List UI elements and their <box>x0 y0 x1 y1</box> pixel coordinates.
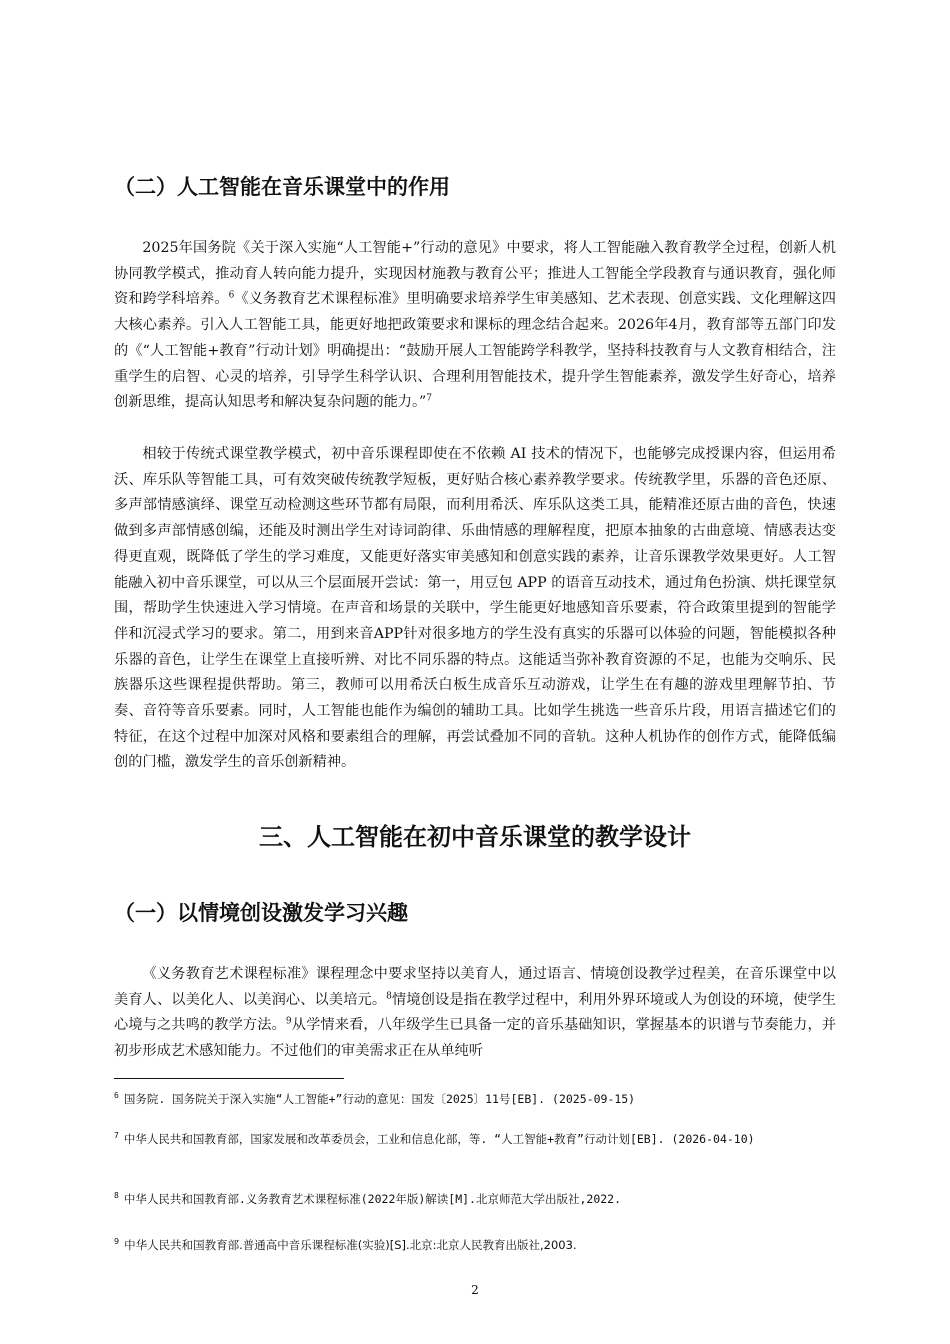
paragraph-text: 从学情来看，八年级学生已具备一定的音乐基础知识，掌握基本的识谱与节奏能力，并初步形成艺术感知能力。不过他们的审美需求正在从单纯听 <box>114 1017 836 1060</box>
footnote-text: 中华人民共和国教育部.义务教育艺术课程标准(2022年版)解读[M].北京师范大学出版社,2022. <box>123 1192 622 1206</box>
paragraph-ai-tools: 相较于传统式课堂教学模式，初中音乐课程即使在不依赖 AI 技术的情况下，也能够完成授课内容，但运用希沃、库乐队等智能工具，可有效突破传统教学短板，更好贴合核心素养教学要求。传统教学里，乐器的音色还原、多声部情感演绎、课堂互动检测这些环节都有局限，而利用希沃、库乐队这类工具，能精准还原古曲的音色，快速做到多声部情感创编，还能及时测出学生对诗词韵律、乐曲情感的理解程度，把原本抽象的古曲意境、情感表达变得更直观，既降低了学生的学习难度，又能更好落实审美感知和创意实践的素养，让音乐课教学效果更好。人工智能融入初中音乐课堂，可以从三个层面展开尝试：第一，用豆包 APP 的语音互动技术，通过角色扮演、烘托课堂氛围，帮助学生快速进入学习情境。在声音和场景的关联中，学生能更好地感知音乐要素，符合政策里提到的智能学伴和沉浸式学习的要求。第二，用到来音APP针对很多地方的学生没有真实的乐器可以体验的问题，智能模拟各种乐器的音色，让学生在课堂上直接听辨、对比不同乐器的特点。这能适当弥补教育资源的不足，也能为交响乐、民族器乐这些课程提供帮助。第三，教师可以用希沃白板生成音乐互动游戏，让学生在有趣的游戏里理解节拍、节奏、音符等音乐要素。同时，人工智能也能作为编创的辅助工具。比如学生挑选一些音乐片段，用语言描述它们的特征，在这个过程中加深对风格和要素组合的理解，再尝试叠加不同的音轨。这种人机协作的创作方式，能降低编创的门槛，激发学生的音乐创新精神。 <box>114 446 836 771</box>
footnote-separator <box>114 1078 344 1079</box>
footnote-ref-9[interactable]: 9 <box>285 1016 292 1027</box>
paragraph-text: 《义务教育艺术课程标准》里明确要求培养学生审美感知、艺术表现、创意实践、文化理解这四大核心素养。引入人工智能工具，能更好地把政策要求和课标的理念结合起来。2026年4月，教育部等五部门印发的《“人工智能+教育”行动计划》明确提出：“鼓励开展人工智能跨学科教学，坚持科技教育与人文教育相结合，注重学生的启智、心灵的培养，引导学生科学认识、合理利用智能技术，提升学生智能素养，激发学生好奇心，培养创新思维，提高认知思考和解决复杂问题的能力。” <box>114 291 836 411</box>
footnote-number: 8 <box>114 1191 119 1201</box>
chapter-heading-3: 三、人工智能在初中音乐课堂的教学设计 <box>259 823 691 851</box>
paragraph-text: 《义务教育艺术课程标准》课程理念中要求坚持以美育人，通过语言、情境创设教学过程美，在音乐课堂中以美育人、以美化人、以美润心、以美培元。 <box>114 966 836 1008</box>
footnote-9 <box>114 1236 836 1254</box>
footnote-6 <box>114 1090 836 1108</box>
footnote-ref-7[interactable]: 7 <box>426 393 433 404</box>
footnote-7 <box>114 1130 836 1148</box>
footnote-ref-6[interactable]: 6 <box>228 290 235 301</box>
footnote-text: 中华人民共和国教育部.普通高中音乐课程标准(实验)[S].北京:北京人民教育出版社,2003. <box>124 1238 577 1252</box>
footnote-text: 中华人民共和国教育部，国家发展和改革委员会，工业和信息化部，等. “人工智能+教育”行动计划[EB]. (2026-04-10) <box>123 1132 755 1146</box>
section-heading-2-2: （二）人工智能在音乐课堂中的作用 <box>114 175 450 199</box>
footnote-number: 6 <box>114 1091 119 1101</box>
page-number: 2 <box>471 1283 479 1297</box>
footnote-8 <box>114 1190 836 1208</box>
paragraph-policy <box>114 236 836 416</box>
paragraph-situation <box>114 962 836 1065</box>
section-heading-3-1: （一）以情境创设激发学习兴趣 <box>114 901 408 925</box>
footnote-number: 7 <box>114 1131 119 1141</box>
paragraph-text: 2025年国务院《关于深入实施“人工智能+”行动的意见》中要求，将人工智能融入教育教学全过程，创新人机协同教学模式，推动育人转向能力提升，实现因材施教与教育公平；推进人工智能全学段教育与通识教育，强化师资和跨学科培养。 <box>114 240 836 308</box>
footnote-ref-8[interactable]: 8 <box>386 990 392 1001</box>
footnote-number: 9 <box>114 1237 120 1247</box>
paragraph-text: 情境创设是指在教学过程中，利用外界环境或人为创设的环境，使学生心境与之共鸣的教学方法。 <box>114 991 836 1034</box>
footnote-text: 国务院. 国务院关于深入实施“人工智能+”行动的意见：国发〔2025〕11号[EB]. (2025-09-15) <box>123 1092 636 1106</box>
